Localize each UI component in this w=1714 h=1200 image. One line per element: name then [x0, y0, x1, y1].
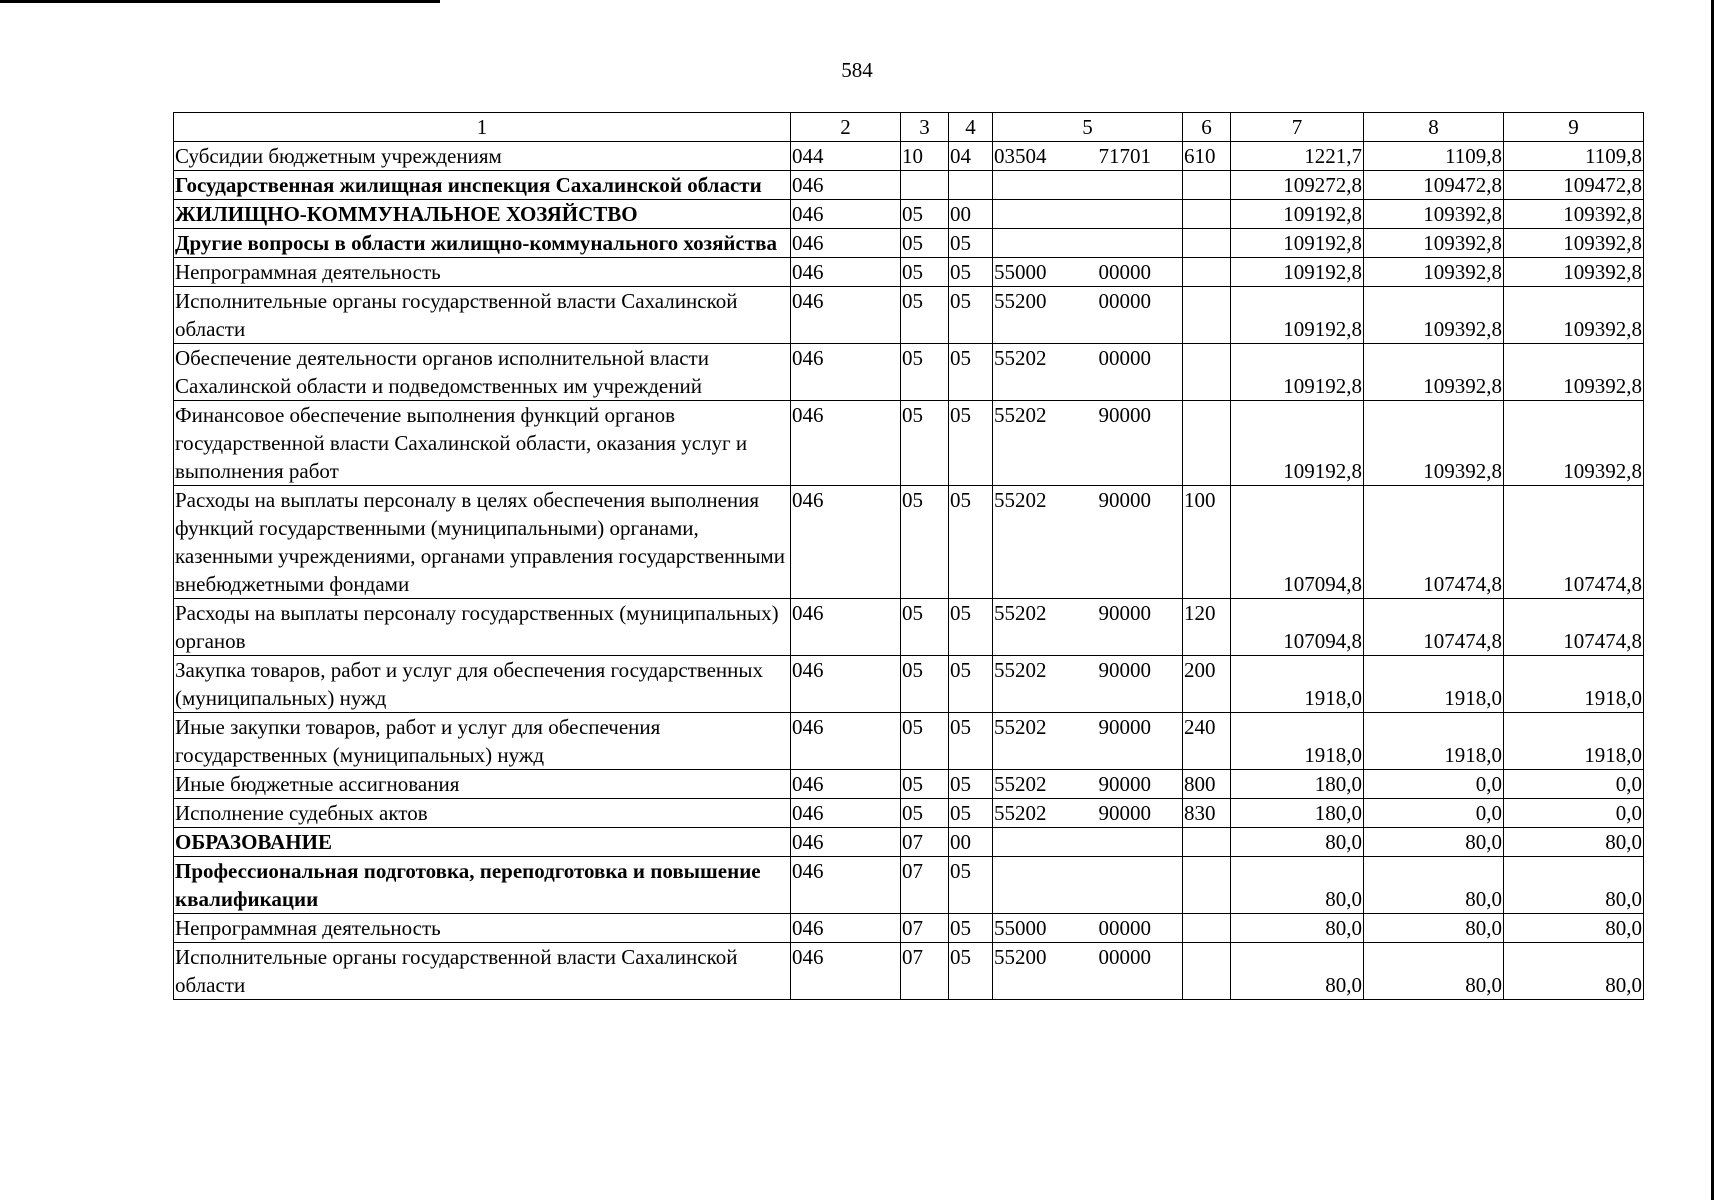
expense-type-cell: 200	[1183, 656, 1231, 713]
subsection-code-cell: 05	[949, 656, 993, 713]
row-name-cell: Исполнительные органы государственной власти Сахалинской области	[174, 287, 791, 344]
table-row	[174, 599, 1644, 656]
ministry-code-cell: 046	[791, 943, 901, 1000]
target-article-part-2: 00000	[1098, 346, 1151, 370]
amount-col9-cell: 1918,0	[1504, 656, 1644, 713]
row-name-cell: Расходы на выплаты персоналу в целях обеспечения выполнения функций государственными (муниципальными) органами, казенными учреждениями, органами управления государственными внебюджетными фондами	[174, 486, 791, 599]
row-name-cell: Субсидии бюджетным учреждениям	[174, 142, 791, 171]
target-article-part-1: 55000	[994, 916, 1047, 940]
target-article-part-1: 55200	[994, 289, 1047, 313]
amount-col8-cell: 80,0	[1364, 914, 1504, 943]
amount-col7-cell: 80,0	[1231, 828, 1364, 857]
row-name-cell: ОБРАЗОВАНИЕ	[174, 828, 791, 857]
amount-col8-cell: 109392,8	[1364, 344, 1504, 401]
amount-col7-cell: 109192,8	[1231, 287, 1364, 344]
amount-col9-cell: 107474,8	[1504, 599, 1644, 656]
target-article-part-2: 00000	[1098, 945, 1151, 969]
target-article-part-2: 00000	[1098, 260, 1151, 284]
section-code-cell: 05	[901, 229, 949, 258]
table-row	[174, 258, 1644, 287]
section-code-cell: 07	[901, 914, 949, 943]
section-code-cell: 05	[901, 200, 949, 229]
subsection-code-cell: 05	[949, 401, 993, 486]
expense-type-cell: 120	[1183, 599, 1231, 656]
amount-col9-cell: 109392,8	[1504, 200, 1644, 229]
section-code-cell: 05	[901, 258, 949, 287]
table-row	[174, 914, 1644, 943]
ministry-code-cell: 046	[791, 914, 901, 943]
header-cell: 5	[993, 113, 1183, 142]
amount-col9-cell: 109392,8	[1504, 258, 1644, 287]
target-article-part-2: 90000	[1098, 601, 1151, 625]
subsection-code-cell: 05	[949, 857, 993, 914]
expense-type-cell	[1183, 171, 1231, 200]
section-code-cell: 05	[901, 656, 949, 713]
target-article-part-1: 55202	[994, 801, 1047, 825]
subsection-code-cell: 05	[949, 713, 993, 770]
target-article-cell	[993, 943, 1183, 1000]
section-code-cell: 10	[901, 142, 949, 171]
amount-col9-cell: 109392,8	[1504, 229, 1644, 258]
amount-col8-cell: 107474,8	[1364, 599, 1504, 656]
amount-col8-cell: 109392,8	[1364, 258, 1504, 287]
subsection-code-cell: 05	[949, 943, 993, 1000]
section-code-cell: 05	[901, 344, 949, 401]
header-cell: 9	[1504, 113, 1644, 142]
row-name-cell: ЖИЛИЩНО-КОММУНАЛЬНОЕ ХОЗЯЙСТВО	[174, 200, 791, 229]
subsection-code-cell: 05	[949, 599, 993, 656]
target-article-cell	[993, 229, 1183, 258]
ministry-code-cell: 046	[791, 171, 901, 200]
target-article-cell	[993, 656, 1183, 713]
amount-col9-cell: 80,0	[1504, 828, 1644, 857]
expense-type-cell: 610	[1183, 142, 1231, 171]
ministry-code-cell: 046	[791, 229, 901, 258]
target-article-part-1: 55202	[994, 346, 1047, 370]
ministry-code-cell: 046	[791, 287, 901, 344]
table-row	[174, 943, 1644, 1000]
section-code-cell: 05	[901, 713, 949, 770]
header-cell: 4	[949, 113, 993, 142]
row-name-cell: Закупка товаров, работ и услуг для обеспечения государственных (муниципальных) нужд	[174, 656, 791, 713]
target-article-cell	[993, 828, 1183, 857]
target-article-cell	[993, 486, 1183, 599]
expense-type-cell	[1183, 200, 1231, 229]
target-article-part-1: 55200	[994, 945, 1047, 969]
target-article-part-1: 55000	[994, 260, 1047, 284]
subsection-code-cell: 05	[949, 770, 993, 799]
header-cell: 8	[1364, 113, 1504, 142]
target-article-cell	[993, 914, 1183, 943]
ministry-code-cell: 046	[791, 344, 901, 401]
header-cell: 2	[791, 113, 901, 142]
section-code-cell: 05	[901, 287, 949, 344]
expense-type-cell: 830	[1183, 799, 1231, 828]
target-article-part-2: 90000	[1098, 403, 1151, 427]
section-code-cell: 07	[901, 943, 949, 1000]
section-code-cell: 05	[901, 486, 949, 599]
amount-col9-cell: 80,0	[1504, 857, 1644, 914]
target-article-part-2: 00000	[1098, 289, 1151, 313]
amount-col9-cell: 107474,8	[1504, 486, 1644, 599]
target-article-cell	[993, 599, 1183, 656]
subsection-code-cell: 05	[949, 287, 993, 344]
row-name-cell: Непрограммная деятельность	[174, 914, 791, 943]
expense-type-cell	[1183, 914, 1231, 943]
amount-col8-cell: 107474,8	[1364, 486, 1504, 599]
ministry-code-cell: 046	[791, 770, 901, 799]
amount-col8-cell: 1918,0	[1364, 713, 1504, 770]
amount-col7-cell: 1918,0	[1231, 656, 1364, 713]
row-name-cell: Иные бюджетные ассигнования	[174, 770, 791, 799]
ministry-code-cell: 046	[791, 656, 901, 713]
target-article-cell	[993, 258, 1183, 287]
target-article-cell	[993, 401, 1183, 486]
ministry-code-cell: 046	[791, 713, 901, 770]
subsection-code-cell	[949, 171, 993, 200]
table-row	[174, 770, 1644, 799]
target-article-cell	[993, 200, 1183, 229]
target-article-part-1: 55202	[994, 715, 1047, 739]
amount-col7-cell: 109192,8	[1231, 229, 1364, 258]
amount-col8-cell: 109392,8	[1364, 200, 1504, 229]
amount-col8-cell: 109472,8	[1364, 171, 1504, 200]
table-row	[174, 656, 1644, 713]
amount-col7-cell: 180,0	[1231, 799, 1364, 828]
budget-table	[173, 112, 1644, 1000]
amount-col8-cell: 0,0	[1364, 770, 1504, 799]
amount-col7-cell: 1221,7	[1231, 142, 1364, 171]
expense-type-cell	[1183, 943, 1231, 1000]
amount-col8-cell: 1918,0	[1364, 656, 1504, 713]
target-article-cell	[993, 287, 1183, 344]
row-name-cell: Иные закупки товаров, работ и услуг для обеспечения государственных (муниципальных) нужд	[174, 713, 791, 770]
target-article-part-2: 00000	[1098, 916, 1151, 940]
table-row	[174, 287, 1644, 344]
amount-col8-cell: 109392,8	[1364, 229, 1504, 258]
amount-col8-cell: 109392,8	[1364, 401, 1504, 486]
subsection-code-cell: 05	[949, 229, 993, 258]
target-article-part-2: 90000	[1098, 715, 1151, 739]
amount-col9-cell: 109392,8	[1504, 344, 1644, 401]
table-row	[174, 857, 1644, 914]
subsection-code-cell: 00	[949, 828, 993, 857]
table-row	[174, 799, 1644, 828]
expense-type-cell	[1183, 344, 1231, 401]
row-name-cell: Исполнение судебных актов	[174, 799, 791, 828]
target-article-cell	[993, 344, 1183, 401]
row-name-cell: Обеспечение деятельности органов исполнительной власти Сахалинской области и подведомственных им учреждений	[174, 344, 791, 401]
amount-col9-cell: 0,0	[1504, 770, 1644, 799]
amount-col9-cell: 80,0	[1504, 914, 1644, 943]
subsection-code-cell: 05	[949, 914, 993, 943]
ministry-code-cell: 046	[791, 200, 901, 229]
target-article-cell	[993, 171, 1183, 200]
header-cell: 6	[1183, 113, 1231, 142]
amount-col9-cell: 109472,8	[1504, 171, 1644, 200]
top-edge-line	[0, 0, 440, 3]
expense-type-cell: 100	[1183, 486, 1231, 599]
ministry-code-cell: 046	[791, 599, 901, 656]
amount-col8-cell: 80,0	[1364, 857, 1504, 914]
subsection-code-cell: 05	[949, 799, 993, 828]
section-code-cell: 07	[901, 828, 949, 857]
target-article-cell	[993, 713, 1183, 770]
amount-col8-cell: 0,0	[1364, 799, 1504, 828]
target-article-part-1: 55202	[994, 772, 1047, 796]
target-article-cell	[993, 857, 1183, 914]
target-article-part-2: 90000	[1098, 658, 1151, 682]
target-article-part-2: 90000	[1098, 488, 1151, 512]
target-article-part-1: 03504	[994, 144, 1047, 168]
header-cell: 1	[174, 113, 791, 142]
table-row	[174, 486, 1644, 599]
amount-col7-cell: 180,0	[1231, 770, 1364, 799]
amount-col7-cell: 109192,8	[1231, 200, 1364, 229]
expense-type-cell	[1183, 229, 1231, 258]
amount-col9-cell: 1109,8	[1504, 142, 1644, 171]
table-row	[174, 713, 1644, 770]
ministry-code-cell: 046	[791, 258, 901, 287]
ministry-code-cell: 046	[791, 828, 901, 857]
table-row	[174, 229, 1644, 258]
section-code-cell: 05	[901, 799, 949, 828]
subsection-code-cell: 05	[949, 258, 993, 287]
expense-type-cell: 240	[1183, 713, 1231, 770]
subsection-code-cell: 00	[949, 200, 993, 229]
target-article-cell	[993, 799, 1183, 828]
amount-col9-cell: 1918,0	[1504, 713, 1644, 770]
section-code-cell: 05	[901, 770, 949, 799]
amount-col7-cell: 109272,8	[1231, 171, 1364, 200]
amount-col7-cell: 80,0	[1231, 857, 1364, 914]
amount-col7-cell: 109192,8	[1231, 344, 1364, 401]
table-row	[174, 344, 1644, 401]
target-article-part-1: 55202	[994, 658, 1047, 682]
table-row	[174, 828, 1644, 857]
ministry-code-cell: 046	[791, 857, 901, 914]
expense-type-cell	[1183, 287, 1231, 344]
header-cell: 7	[1231, 113, 1364, 142]
amount-col8-cell: 1109,8	[1364, 142, 1504, 171]
target-article-cell	[993, 142, 1183, 171]
subsection-code-cell: 05	[949, 486, 993, 599]
expense-type-cell	[1183, 828, 1231, 857]
expense-type-cell	[1183, 857, 1231, 914]
amount-col7-cell: 80,0	[1231, 943, 1364, 1000]
page-number: 584	[841, 58, 873, 82]
ministry-code-cell: 046	[791, 401, 901, 486]
expense-type-cell	[1183, 258, 1231, 287]
amount-col9-cell: 109392,8	[1504, 287, 1644, 344]
amount-col7-cell: 107094,8	[1231, 599, 1364, 656]
amount-col7-cell: 1918,0	[1231, 713, 1364, 770]
table-row	[174, 171, 1644, 200]
table-row	[174, 142, 1644, 171]
amount-col8-cell: 80,0	[1364, 828, 1504, 857]
amount-col8-cell: 80,0	[1364, 943, 1504, 1000]
amount-col9-cell: 0,0	[1504, 799, 1644, 828]
target-article-part-1: 55202	[994, 403, 1047, 427]
row-name-cell: Профессиональная подготовка, переподготовка и повышение квалификации	[174, 857, 791, 914]
target-article-part-1: 55202	[994, 488, 1047, 512]
table-row	[174, 200, 1644, 229]
target-article-part-2: 71701	[1098, 144, 1151, 168]
header-cell: 3	[901, 113, 949, 142]
amount-col7-cell: 80,0	[1231, 914, 1364, 943]
amount-col8-cell: 109392,8	[1364, 287, 1504, 344]
section-code-cell	[901, 171, 949, 200]
amount-col7-cell: 109192,8	[1231, 258, 1364, 287]
table-row	[174, 401, 1644, 486]
row-name-cell: Финансовое обеспечение выполнения функций органов государственной власти Сахалинской области, оказания услуг и выполнения работ	[174, 401, 791, 486]
target-article-part-2: 90000	[1098, 772, 1151, 796]
subsection-code-cell: 04	[949, 142, 993, 171]
section-code-cell: 05	[901, 599, 949, 656]
ministry-code-cell: 046	[791, 486, 901, 599]
header-row	[174, 113, 1644, 142]
target-article-cell	[993, 770, 1183, 799]
ministry-code-cell: 046	[791, 799, 901, 828]
row-name-cell: Другие вопросы в области жилищно-коммунального хозяйства	[174, 229, 791, 258]
row-name-cell: Непрограммная деятельность	[174, 258, 791, 287]
row-name-cell: Расходы на выплаты персоналу государственных (муниципальных) органов	[174, 599, 791, 656]
row-name-cell: Исполнительные органы государственной власти Сахалинской области	[174, 943, 791, 1000]
amount-col7-cell: 109192,8	[1231, 401, 1364, 486]
row-name-cell: Государственная жилищная инспекция Сахалинской области	[174, 171, 791, 200]
section-code-cell: 07	[901, 857, 949, 914]
amount-col9-cell: 109392,8	[1504, 401, 1644, 486]
amount-col9-cell: 80,0	[1504, 943, 1644, 1000]
target-article-part-1: 55202	[994, 601, 1047, 625]
expense-type-cell: 800	[1183, 770, 1231, 799]
expense-type-cell	[1183, 401, 1231, 486]
section-code-cell: 05	[901, 401, 949, 486]
subsection-code-cell: 05	[949, 344, 993, 401]
ministry-code-cell: 044	[791, 142, 901, 171]
target-article-part-2: 90000	[1098, 801, 1151, 825]
amount-col7-cell: 107094,8	[1231, 486, 1364, 599]
